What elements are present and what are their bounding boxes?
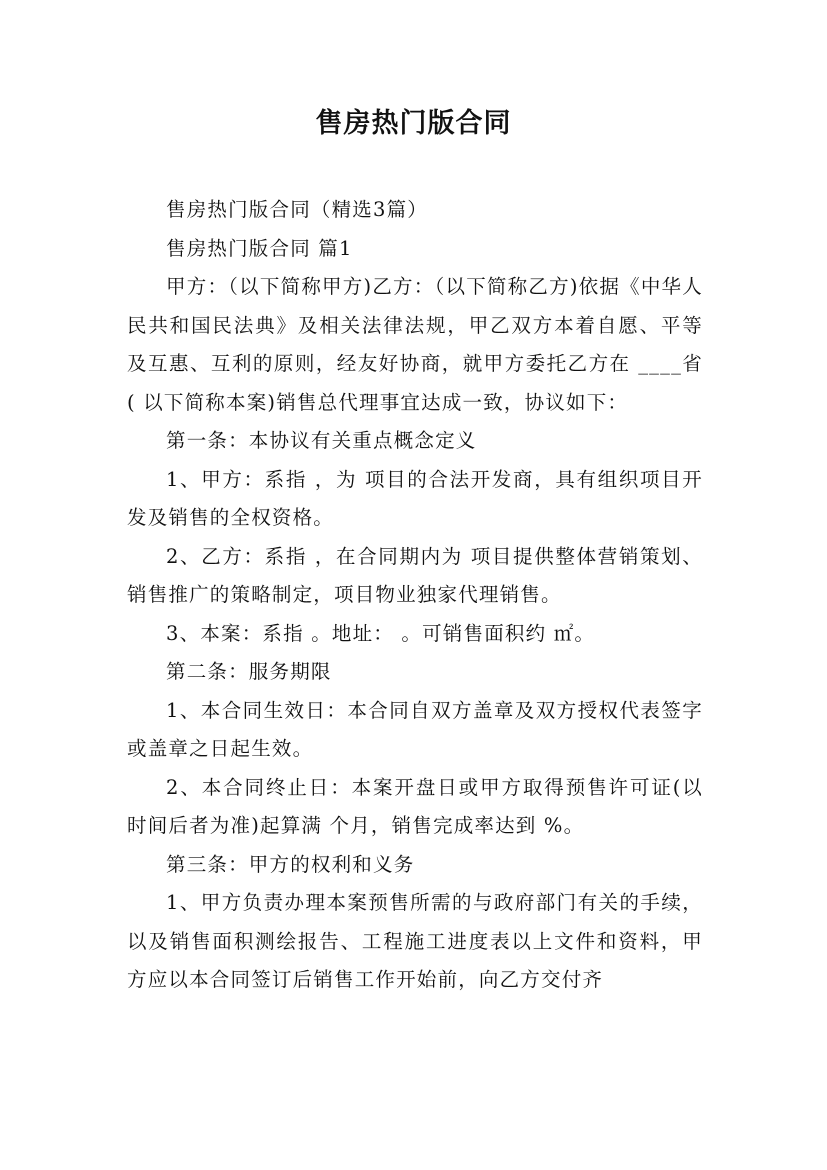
paragraph-clause: 3、本案：系指 。地址： 。可销售面积约 ㎡。: [166, 621, 596, 645]
paragraph-subtitle: 售房热门版合同（精选3篇）: [166, 198, 429, 221]
paragraph-clause: 2、乙方：系指 ，在合同期内为 项目提供整体营销策划、销售推广的策略制定，项目物业独家代理销售。: [127, 544, 703, 606]
paragraph-clause: 1、甲方负责办理本案预售所需的与政府部门有关的手续，以及销售面积测绘报告、工程施工进度表以上文件和资料，甲方应以本合同签订后销售工作开始前，向乙方交付齐: [127, 891, 703, 991]
section-heading-1: 第一条：本协议有关重点概念定义: [166, 429, 477, 452]
paragraph-clause: 1、本合同生效日：本合同自双方盖章及双方授权代表签字或盖章之日起生效。: [127, 698, 703, 760]
paragraph-clause: 2、本合同终止日：本案开盘日或甲方取得预售许可证(以时间后者为准)起算满 个月，销售完成率达到 %。: [127, 775, 703, 837]
section-heading-3: 第三条：甲方的权利和义务: [166, 852, 415, 876]
paragraph-preamble: 甲方：（以下简称甲方)乙方：（以下简称乙方)依据《中华人民共和国民法典》及相关法律法规，甲乙双方本着自愿、平等及互惠、互利的原则，经友好协商，就甲方委托乙方在 ____省 ( 以下简称本案)销售总代理事宜达成一致，协议如下：: [127, 275, 703, 414]
document-title: 售房热门版合同: [315, 108, 512, 139]
section-heading-2: 第二条：服务期限: [166, 660, 332, 683]
document-body: [127, 191, 703, 1000]
paragraph-clause: 1、甲方：系指 ，为 项目的合法开发商，具有组织项目开发及销售的全权资格。: [127, 467, 703, 529]
paragraph-part-heading: 售房热门版合同 篇1: [166, 236, 353, 260]
